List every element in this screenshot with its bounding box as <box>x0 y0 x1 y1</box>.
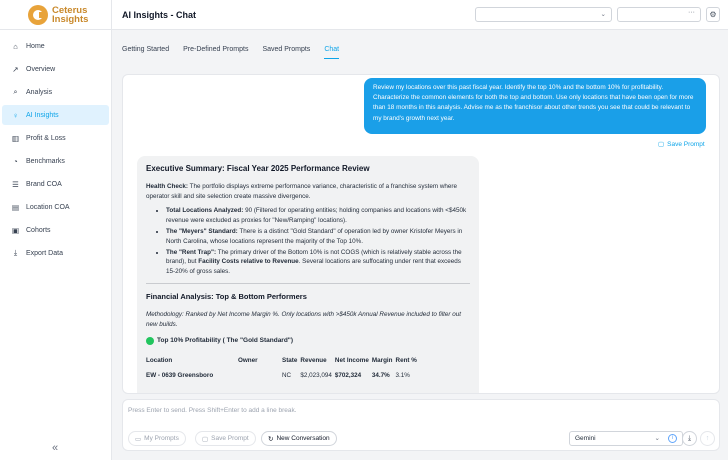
sidebar-item-label: Overview <box>26 65 56 73</box>
download-icon: ⤓ <box>13 248 18 257</box>
logo-mark-icon <box>28 5 48 25</box>
more-icon: ··· <box>688 9 695 16</box>
sidebar-item-label: Export Data <box>26 249 63 257</box>
save-prompt-link[interactable] <box>658 140 705 148</box>
section-title: Financial Analysis: Top & Bottom Performers <box>146 291 307 301</box>
page-title: AI Insights - Chat <box>122 9 196 20</box>
sidebar-item-label: Benchmarks <box>26 157 65 165</box>
send-button[interactable] <box>700 431 715 446</box>
list-item <box>166 227 470 247</box>
health-check-label: Health Check: <box>146 182 188 190</box>
info-icon[interactable]: i <box>668 434 677 443</box>
save-prompt-label: Save Prompt <box>211 435 249 442</box>
health-check-text: The portfolio displays extreme performance variance, characteristic of a franchise system where operator skill and site selection create massive divergence. <box>146 182 458 200</box>
arrow-up-icon: ↑ <box>705 435 710 442</box>
table-icon: ▤ <box>11 202 20 212</box>
sidebar-item-export-data[interactable] <box>2 243 109 263</box>
performers-table <box>146 356 420 381</box>
logo-line-1: Ceterus <box>52 4 88 16</box>
sidebar-item-benchmarks[interactable] <box>2 151 109 171</box>
table-cell: $702,324 <box>334 371 362 379</box>
logo-line-2: Insights <box>52 13 89 25</box>
column-header: Revenue <box>300 357 327 365</box>
list-item <box>166 206 470 226</box>
tab-pre-defined-prompts[interactable]: Pre-Defined Prompts <box>183 46 249 53</box>
chevron-down-icon: ⌄ <box>654 435 660 442</box>
tab-getting-started[interactable]: Getting Started <box>122 46 170 53</box>
bullet-label: Total Locations Analyzed: <box>166 207 244 215</box>
divider <box>146 283 470 284</box>
collapse-sidebar-icon[interactable]: « <box>52 442 59 454</box>
lightbulb-icon: ♀ <box>12 110 19 120</box>
table-cell: EW - 0639 Greensboro <box>146 371 214 379</box>
table-cell <box>238 371 282 381</box>
analysis-icon: ⌕ <box>13 87 18 96</box>
sidebar-nav <box>0 30 111 263</box>
model-select[interactable] <box>569 431 683 446</box>
save-prompt-label: Save Prompt <box>667 140 705 148</box>
table-cell: $2,023,094 <box>300 371 332 379</box>
cohorts-icon: ▣ <box>11 225 20 235</box>
sidebar-item-label: Profit & Loss <box>26 134 66 142</box>
location-select[interactable] <box>617 7 701 22</box>
table-header-row <box>146 356 420 371</box>
bar-chart-icon: ▥ <box>11 133 20 143</box>
column-header: Owner <box>238 357 258 365</box>
sidebar-item-overview[interactable] <box>2 59 109 79</box>
tab-saved-prompts[interactable]: Saved Prompts <box>262 46 311 53</box>
home-icon: ⌂ <box>13 41 18 51</box>
my-prompts-label: My Prompts <box>144 435 179 442</box>
save-prompt-button[interactable] <box>195 431 256 446</box>
save-icon: ▢ <box>202 435 209 443</box>
bullet-label: The "Rent Trap": <box>166 248 217 256</box>
bullet-label: The "Meyers" Standard: <box>166 227 238 235</box>
response-title: Executive Summary: Fiscal Year 2025 Performance Review <box>146 164 370 173</box>
sidebar-item-brand-coa[interactable] <box>2 174 109 194</box>
model-label: Gemini <box>575 435 596 442</box>
table-cell: 3.1% <box>395 371 410 379</box>
methodology-note: Methodology: Ranked by Net Income Margin %. Only locations with >$450k Annual Revenue included to filter out new builds. <box>146 310 461 328</box>
list-item <box>166 248 470 277</box>
sidebar-item-label: Cohorts <box>26 226 51 234</box>
column-header: Net Income <box>334 357 369 365</box>
column-header: Location <box>146 357 173 365</box>
message-composer <box>122 399 720 451</box>
brand-select[interactable] <box>475 7 612 22</box>
folder-icon: ▭ <box>135 435 142 443</box>
message-input[interactable]: Press Enter to send. Press Shift+Enter to add a line break. <box>128 407 297 414</box>
table-cell: NC <box>282 371 292 379</box>
download-icon: ⤓ <box>687 435 692 442</box>
ai-response <box>137 156 479 394</box>
new-conversation-button[interactable] <box>261 431 337 446</box>
refresh-icon: ↻ <box>268 435 274 443</box>
table-row <box>146 371 420 381</box>
health-check <box>146 182 470 202</box>
new-conversation-label: New Conversation <box>276 435 330 442</box>
top10-heading <box>146 336 470 346</box>
chat-panel[interactable] <box>122 74 720 394</box>
logo-text <box>52 6 88 24</box>
column-header: State <box>282 357 298 365</box>
sidebar-item-label: Brand COA <box>26 180 62 188</box>
tab-chat[interactable]: Chat <box>324 46 339 59</box>
chevron-down-icon: ⌄ <box>600 11 606 18</box>
summary-list <box>146 206 470 277</box>
download-button[interactable] <box>682 431 697 446</box>
list-icon: ☰ <box>12 179 19 189</box>
sidebar-item-label: Home <box>26 42 45 50</box>
save-icon: ▢ <box>658 141 665 148</box>
gauge-icon: ◔ <box>13 156 18 166</box>
sidebar-item-home[interactable] <box>2 36 109 56</box>
top10-title: Top 10% Profitability ( The "Gold Standard") <box>157 337 294 345</box>
sidebar-item-ai-insights[interactable] <box>2 105 109 125</box>
bullet-text: The primary driver of the Bottom 10% is not COGS (which is relatively stable across the brand), but <box>166 248 462 266</box>
gear-icon[interactable]: ⚙ <box>706 7 720 22</box>
column-header: Margin <box>371 357 393 365</box>
green-circle-icon <box>146 337 154 345</box>
sidebar-item-cohorts[interactable] <box>2 220 109 240</box>
trend-icon: ↗ <box>12 64 19 74</box>
bullet-text: . Several locations are suffocating under rent that exceeds 15-20% of gross sales. <box>166 258 461 276</box>
sidebar <box>0 0 112 460</box>
tab-bar <box>122 46 353 59</box>
logo[interactable] <box>0 0 111 30</box>
sidebar-item-profit-loss[interactable] <box>2 128 109 148</box>
sidebar-item-location-coa[interactable] <box>2 197 109 217</box>
sidebar-item-label: Analysis <box>26 88 53 96</box>
top-bar <box>112 0 728 30</box>
bullet-text: 90 (Filtered for operating entities; holding companies and locations with <$450k revenue were excluded as proxies for "New/Ramping" locations). <box>166 207 467 225</box>
sidebar-item-analysis[interactable] <box>2 82 109 102</box>
table-cell: 34.7% <box>371 371 390 379</box>
sidebar-item-label: Location COA <box>26 203 70 211</box>
bullet-emphasis: Facility Costs relative to Revenue <box>198 258 299 266</box>
column-header: Rent % <box>395 357 417 365</box>
sidebar-item-label: AI Insights <box>26 111 59 119</box>
my-prompts-button[interactable] <box>128 431 186 446</box>
bullet-text: There is a distinct "Gold Standard" of operation led by owner Kristofer Meyers in North Carolina, whose locations represent the majority of the Top 10%. <box>166 227 463 245</box>
user-message: Review my locations over this past fiscal year. Identify the top 10% and the bottom 10% for profitability. Characterize the common elements for both the top and bottom. Use only locations that have been open for more than 18 months in this analysis. Advise me as the franchisor about other trends you see that could be relevant to my brand's growth next year. <box>364 78 706 134</box>
